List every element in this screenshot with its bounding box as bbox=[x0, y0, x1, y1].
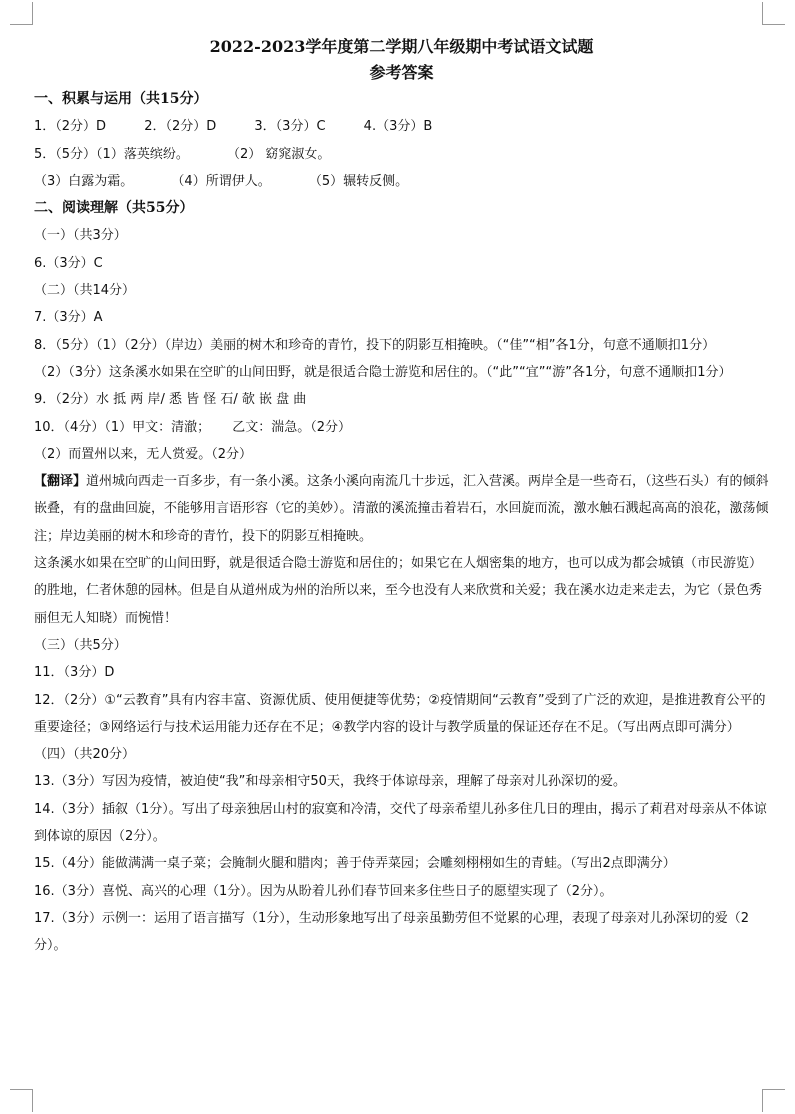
part2-heading: （二）（共14分） bbox=[34, 283, 136, 299]
answer-q11: 11．（3分）D bbox=[34, 665, 115, 681]
answers-q5-row2 bbox=[34, 168, 769, 195]
answer-q8-2: （2）（3分）这条溪水如果在空旷的山间田野，就是很适合隐士游览和居住的。（“此”“宜”“游”各1分，句意不通顺扣1分） bbox=[34, 364, 732, 380]
corner-mark-bottom-left bbox=[10, 1089, 33, 1112]
answer-q5-1: 5．（5分）（1）落英缤纷。 bbox=[34, 146, 189, 162]
answer-q1: 1．（2分）D bbox=[34, 119, 107, 135]
answer-q16: 16.（3分）喜悦、高兴的心理（1分）。因为从盼着儿孙们春节回来多住些日子的愿望实现了（2分）。 bbox=[34, 883, 613, 899]
answer-q7: 7.（3分）A bbox=[34, 310, 103, 326]
answer-q4: 4.（3分）B bbox=[363, 119, 433, 135]
answer-q3: 3．（3分）C bbox=[254, 119, 326, 135]
answer-q10-yi: 乙文：湍急。（2分） bbox=[232, 419, 352, 435]
answer-q5-3: （3）白露为霜。 bbox=[34, 173, 134, 189]
answer-q10-row1 bbox=[34, 414, 769, 441]
answer-q14: 14.（3分）插叙（1分）。写出了母亲独居山村的寂寞和冷清，交代了母亲希望儿孙多住几日的理由，揭示了莉君对母亲从不体谅到体谅的原因（2分）。 bbox=[34, 801, 767, 845]
translation-paragraph-2: 这条溪水如果在空旷的山间田野，就是很适合隐士游览和居住的；如果它在人烟密集的地方，也可以成为都会城镇（市民游览）的胜地，仁者休憩的园林。但是自从道州成为州的治所以来，至今也没有人来欣赏和关爱；我在溪水边走来走去，为它（景色秀丽但无人知晓）而惋惜！ bbox=[34, 556, 763, 626]
answer-q15: 15.（4分）能做满满一桌子菜；会腌制火腿和腊肉；善于侍弄菜园；会雕刻栩栩如生的青蛙。（写出2点即满分） bbox=[34, 856, 676, 872]
answer-q5-2: （2） 窈窕淑女。 bbox=[226, 146, 331, 162]
corner-mark-bottom-right bbox=[762, 1089, 785, 1112]
answer-q5-5: （5）辗转反侧。 bbox=[308, 173, 409, 189]
answer-q2: 2．（2分）D bbox=[144, 119, 217, 135]
section1-heading: 一、积累与运用（共15分） bbox=[34, 91, 208, 107]
part1-heading: （一）（共3分） bbox=[34, 228, 127, 244]
answer-q10-2: （2）而置州以来，无人赏爱。（2分） bbox=[34, 446, 253, 462]
answer-q9: 9．（2分）水 抵 两 岸/ 悉 皆 怪 石/ 欹 嵌 盘 曲 bbox=[34, 392, 307, 408]
answer-q6: 6.（3分）C bbox=[34, 255, 103, 271]
translation-paragraph-1 bbox=[34, 468, 769, 550]
answer-document bbox=[34, 34, 769, 960]
document-title: 2022-2023学年度第二学期八年级期中考试语文试题 bbox=[209, 37, 594, 56]
answer-q17: 17.（3分）示例一：运用了语言描写（1分），生动形象地写出了母亲虽勤劳但不觉累的心理，表现了母亲对儿孙深切的爱（2分）。 bbox=[34, 910, 749, 954]
answer-q8-1: 8．（5分）（1）（2分）（岸边）美丽的树木和珍奇的青竹，投下的阴影互相掩映。（“佳”“相”各1分，句意不通顺扣1分） bbox=[34, 337, 716, 353]
answer-q5-4: （4）所谓伊人。 bbox=[171, 173, 271, 189]
part3-heading: （三）（共5分） bbox=[34, 637, 127, 653]
corner-mark-top-right bbox=[762, 2, 785, 25]
translation-label: 【翻译】 bbox=[34, 474, 87, 490]
answers-q5-row1 bbox=[34, 141, 769, 168]
answer-q13: 13.（3分）写因为疫情，被迫使“我”和母亲相守50天，我终于体谅母亲，理解了母亲对儿孙深切的爱。 bbox=[34, 774, 626, 790]
document-subtitle: 参考答案 bbox=[369, 63, 434, 82]
answer-q10-jia: 10．（4分）（1）甲文：清澈； bbox=[34, 419, 211, 435]
translation-text-1: 道州城向西走一百多步，有一条小溪。这条小溪向南流几十步远，汇入营溪。两岸全是一些奇石，（这些石头）有的倾斜嵌叠，有的盘曲回旋，不能够用言语形容（它的美妙）。清澈的溪流撞击着岩石，水回旋而流，激水触石溅起高高的浪花，激荡倾注；岸边美丽的树木和珍奇的青竹，投下的阴影互相掩映。 bbox=[34, 474, 769, 544]
section2-heading: 二、阅读理解（共55分） bbox=[34, 200, 194, 217]
part4-heading: （四）（共20分） bbox=[34, 747, 136, 763]
answer-q12: 12．（2分）①“云教育”具有内容丰富、资源优质、使用便捷等优势；②疫情期间“云教育”受到了广泛的欢迎，是推进教育公平的重要途径；③网络运行与技术运用能力还存在不足；④教学内容的设计与教学质量的保证还存在不足。（写出两点即可满分） bbox=[34, 692, 766, 735]
answers-q1-q4 bbox=[34, 113, 769, 140]
corner-mark-top-left bbox=[10, 2, 33, 25]
